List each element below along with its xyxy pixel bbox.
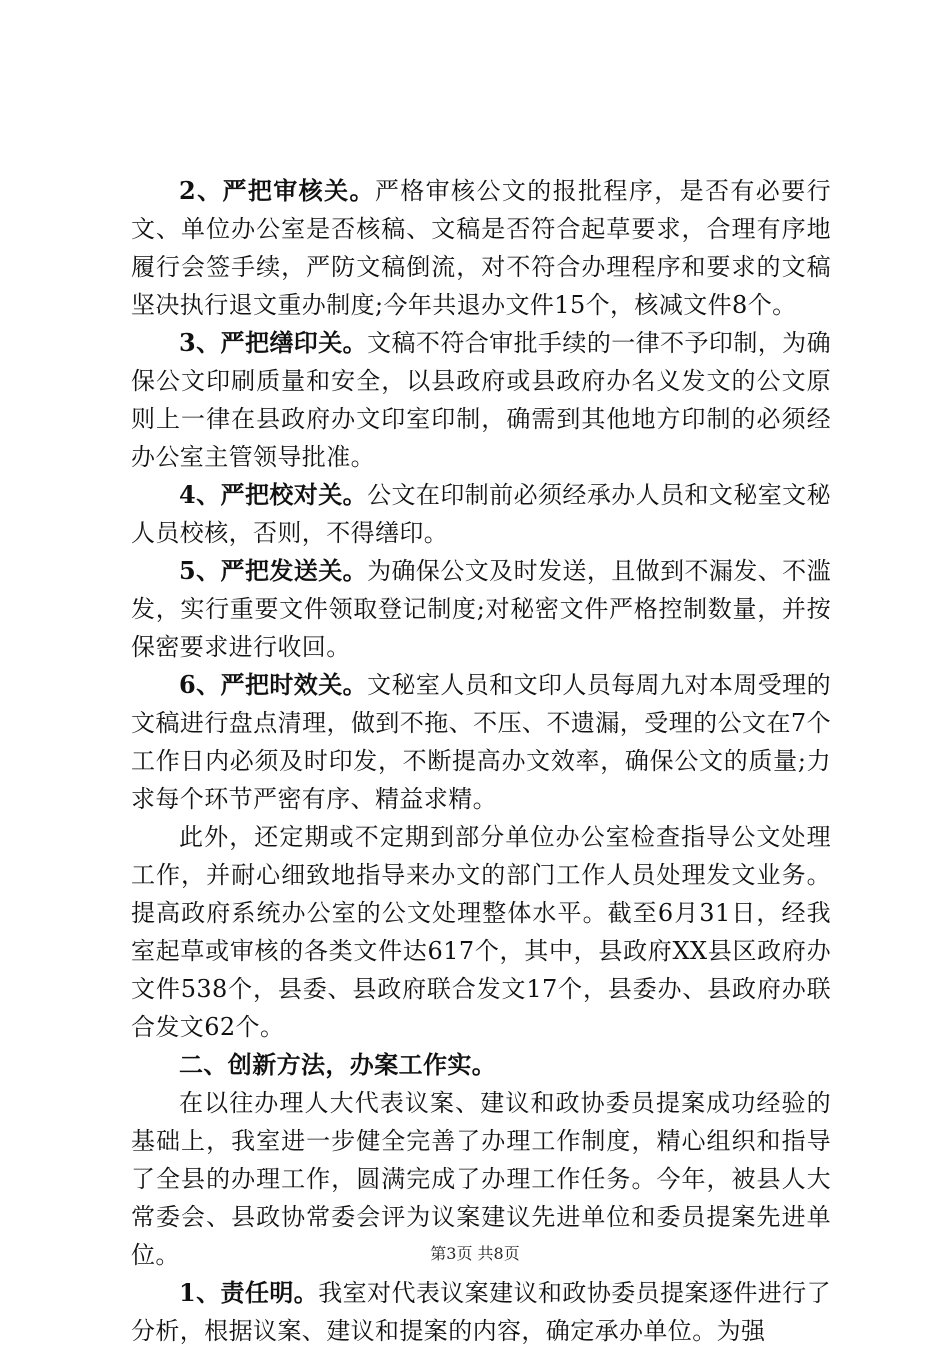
paragraph-text: 为确保公文及时发送，且做到不漏发、不滥发，实行重要文件领取登记制度;对秘密文件严格控制数量，并按保密要求进行收回。 [131,557,831,661]
paragraph-text: 在以往办理人大代表议案、建议和政协委员提案成功经验的基础上，我室进一步健全完善了办理工作制度，精心组织和指导了全县的办理工作，圆满完成了办理工作任务。今年，被县人大常委会、县政协常委会评为议案建议先进单位和委员提案先进单位。 [131,1089,831,1269]
paragraph-heading: 3、严把缮印关。 [179,328,368,357]
paragraph-heading: 5、严把发送关。 [179,556,368,585]
paragraph-proofreading [131,476,831,552]
page-footer: 第3页 共8页 [430,1244,520,1263]
paragraph-text: 此外，还定期或不定期到部分单位办公室检查指导公文处理工作，并耐心细致地指导来办文的部门工作人员处理发文业务。提高政府系统办公室的公文处理整体水平。截至6月31日，经我室起草或审核的各类文件达617个，其中，县政府XX县区政府办文件538个，县委、县政府联合发文17个，县委办、县政府办联合发文62个。 [131,823,831,1041]
paragraph-heading: 1、责任明。 [179,1278,319,1307]
paragraph-inspection [131,818,831,1046]
paragraph-text: 严格审核公文的报批程序，是否有必要行文、单位办公室是否核稿、文稿是否符合起草要求，合理有序地履行会签手续，严防文稿倒流，对不符合办理程序和要求的文稿坚决执行退文重办制度;今年共退办文件15个，核减文件8个。 [131,177,831,319]
paragraph-dispatch [131,552,831,666]
paragraph-heading: 6、严把时效关。 [179,670,368,699]
paragraph-text: 公文在印制前必须经承办人员和文秘室文秘人员校核，否则，不得缮印。 [131,481,831,547]
paragraph-text: 文秘室人员和文印人员每周九对本周受理的文稿进行盘点清理，做到不拖、不压、不遗漏，受理的公文在7个工作日内必须及时印发，不断提高办文效率，确保公文的质量;力求每个环节严密有序、精益求精。 [131,671,831,813]
section-heading-innovation [131,1046,831,1084]
paragraph-heading: 2、严把审核关。 [179,176,375,205]
paragraph-review [131,172,831,324]
paragraph-timeliness [131,666,831,818]
paragraph-responsibility [131,1274,831,1350]
paragraph-printing [131,324,831,476]
paragraph-text: 文稿不符合审批手续的一律不予印制，为确保公文印刷质量和安全，以县政府或县政府办名义发文的公文原则上一律在县政府办文印室印制，确需到其他地方印制的必须经办公室主管领导批准。 [131,329,831,471]
paragraph-heading: 4、严把校对关。 [179,480,368,509]
document-body [131,172,831,1350]
paragraph-text: 我室对代表议案建议和政协委员提案逐件进行了分析，根据议案、建议和提案的内容，确定承办单位。为强 [131,1279,831,1345]
section-heading: 二、创新方法，办案工作实。 [179,1050,497,1079]
